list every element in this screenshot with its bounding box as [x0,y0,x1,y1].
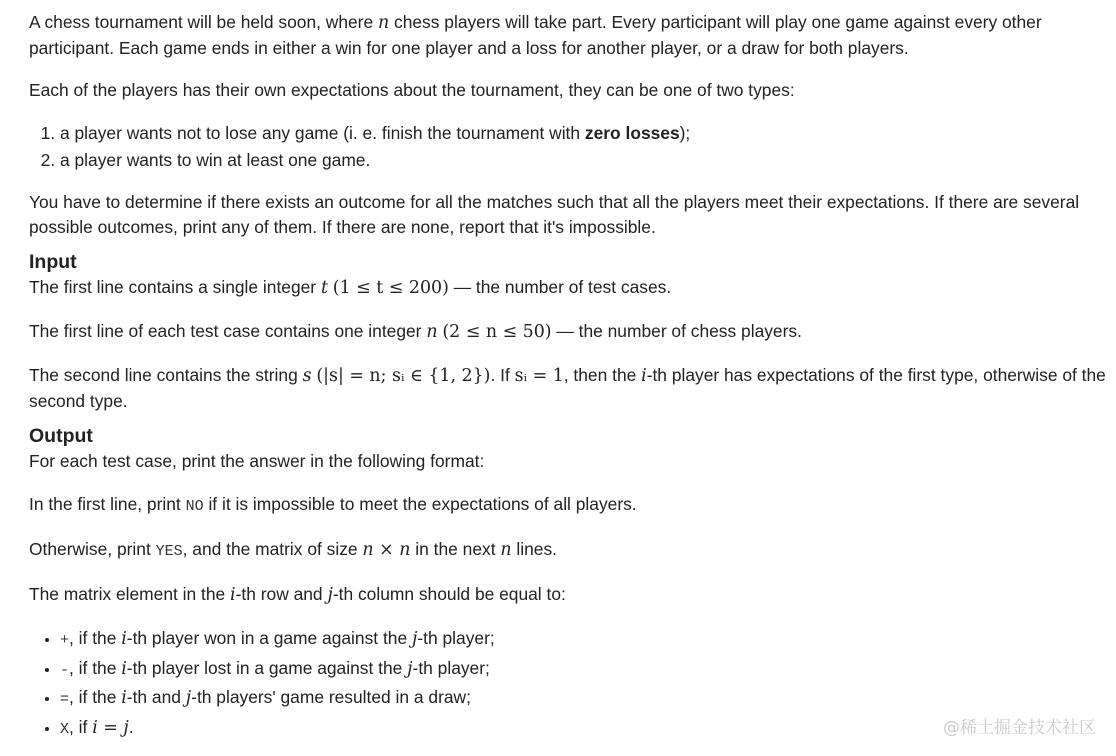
problem-statement [29,10,1111,743]
math-i: i [641,366,647,386]
text: A chess tournament will be held soon, where [29,12,378,32]
math-j: j [407,658,413,679]
math-t: t [320,278,328,298]
text: The first line of each test case contains one integer [29,321,427,341]
text: -th player lost in a game against the [126,657,408,678]
text: , if the [69,687,122,707]
text: , and the matrix of size [182,539,363,559]
text: -th player won in a game against the [126,628,412,648]
input-line-3 [29,363,1111,414]
text: — the number of chess players. [551,321,802,341]
text: lines. [511,539,558,559]
math-range: (2 ≤ n ≤ 50) [442,322,552,342]
text: Otherwise, print [29,539,156,559]
math-i: i [121,688,127,708]
watermark: @稀土掘金技术社区 [943,718,1096,738]
text: -th row and [235,584,328,604]
math-j: j [185,688,192,708]
math-i: i [230,585,236,605]
input-line-2 [29,319,1111,345]
math-range: (1 ≤ t ≤ 200) [332,278,449,298]
math-condition: (|s| = n; sᵢ ∈ {1, 2}) [316,366,491,386]
list-item [60,147,1111,174]
text: . [128,716,134,737]
output-line-4 [29,582,1111,608]
math-n: n [377,13,390,33]
text: -th and [126,687,186,707]
text: -th column should be equal to: [332,584,566,604]
code-no: NO [185,498,204,515]
text: , if the [69,628,122,648]
math-equation: sᵢ = 1 [514,366,564,386]
intro-paragraph-2: Each of the players has their own expectations about the tournament, they can be one of two types: [29,80,795,100]
bold-text: zero losses [584,123,680,143]
intro-paragraph-3: You have to determine if there exists an outcome for all the matches such that all the players meet their expectations. If there are several possible outcomes, print any of them. If there are none, report that it's impossible. [29,192,1080,237]
list-item [60,684,1111,714]
text: ); [679,123,691,143]
code-equals: = [60,691,70,708]
text: The matrix element in the [29,584,231,604]
list-item [60,655,1111,685]
text: , if the [69,657,122,678]
text: in the next [410,539,501,559]
list-item [60,625,1111,655]
intro-paragraph-1 [29,10,1111,61]
math-n: n [500,540,512,560]
text: The second line contains the string [29,365,303,385]
math-i: i [121,658,127,679]
text: , if [69,716,93,737]
code-x: X [60,720,70,738]
text: -th player; [412,657,490,678]
text: -th player has expectations of the first type, otherwise of the second type. [29,365,1106,411]
text: if it is impossible to meet the expectations of all players. [203,494,637,514]
input-heading: Input [29,251,77,273]
text: chess players will take part. Every participant will play one game against every other participant. Each game ends in either a win for one player and a loss for another player, or a draw for both players. [29,12,1042,58]
output-line-2 [29,492,1111,519]
text: The first line contains a single integer [29,277,321,297]
text: -th player; [417,628,495,648]
math-i-equals-j: i = j [92,717,129,738]
text: . If [490,365,515,385]
code-yes: YES [155,543,183,560]
expectation-types-list [29,120,1111,173]
text: — the number of test cases. [448,277,672,297]
output-line-1: For each test case, print the answer in the following format: [29,451,485,471]
output-heading: Output [29,425,93,447]
text: a player wants to win at least one game. [60,149,371,170]
text: -th players' game resulted in a draw; [191,687,471,707]
list-item [60,120,1111,147]
text: a player wants not to lose any game (i. e. finish the tournament with [60,123,585,143]
math-s: s [302,366,312,386]
text: , then the [563,365,642,385]
output-line-3 [29,537,1111,564]
math-j: j [411,629,418,649]
math-j: j [327,585,333,605]
code-plus: + [60,632,70,649]
text: In the first line, print [29,494,186,514]
math-i: i [121,629,127,649]
math-n-by-n: n × n [362,540,411,560]
code-minus: - [60,661,70,679]
math-n: n [426,322,438,342]
input-line-1 [29,275,1111,301]
